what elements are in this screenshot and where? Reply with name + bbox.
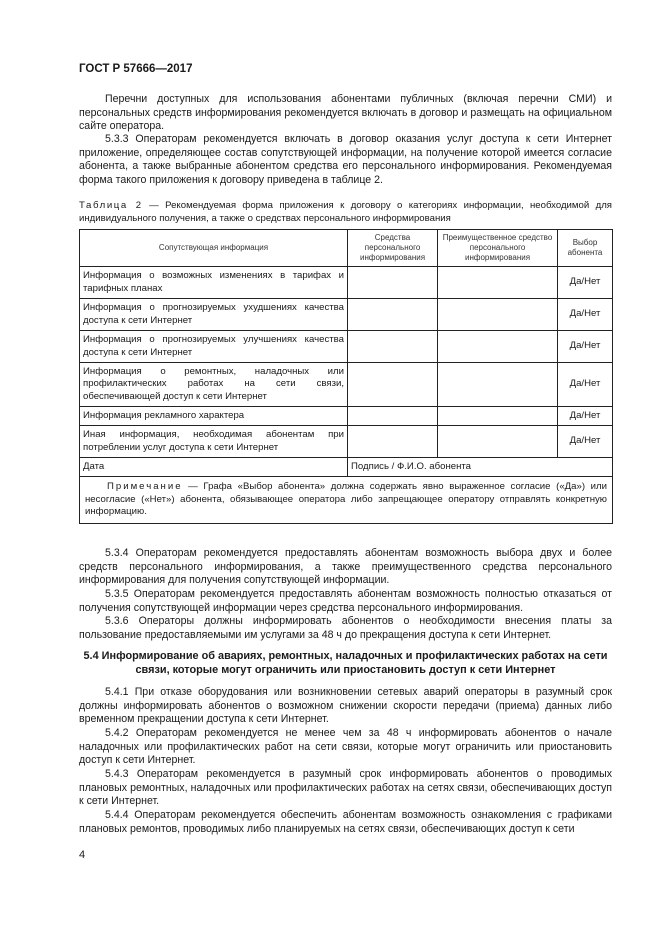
signature-row bbox=[80, 458, 613, 477]
preferred-cell[interactable] bbox=[438, 363, 558, 407]
info-cell: Информация о ремонтных, наладочных или профилактических работах на сети связи, обеспечивающей доступ к сети Интернет bbox=[80, 363, 348, 407]
consent-form-table bbox=[79, 229, 613, 524]
paragraph-5-4-4: 5.4.4 Операторам рекомендуется обеспечить абонентам возможность ознакомления с графиками плановых ремонтов, проводимых либо планируемых на сетях связи, обеспечивающих доступ к сети bbox=[79, 809, 612, 835]
choice-cell[interactable]: Да/Нет bbox=[558, 363, 613, 407]
paragraph-5-4-1: 5.4.1 При отказе оборудования или возникновении сетевых аварий операторы в разумный срок должны информировать абонентов о возможном снижении скорости передачи (приема) данных либо временном прекращении доступа к сети Интернет. bbox=[79, 686, 612, 726]
paragraph-5-4-2: 5.4.2 Операторам рекомендуется не менее чем за 48 ч информировать абонентов о начале наладочных или профилактических работ на сети связи, которые могут ограничить или приостановить доступ к сети Интернет. bbox=[79, 727, 612, 767]
info-cell: Информация о прогнозируемых ухудшениях качества доступа к сети Интернет bbox=[80, 299, 348, 331]
preferred-cell[interactable] bbox=[438, 331, 558, 363]
paragraph-5-3-4: 5.3.4 Операторам рекомендуется предоставлять абонентам возможность выбора двух и более средств персонального информирования, а также преимущественного средства персонального информирования для получения сопутствующей информации. bbox=[79, 547, 612, 587]
choice-cell[interactable]: Да/Нет bbox=[558, 331, 613, 363]
table-caption-text: — Рекомендуемая форма приложения к договору о категориях информации, необходимой для индивидуального получения, а также о средствах персонального информирования bbox=[79, 200, 612, 224]
table-header-row bbox=[80, 230, 613, 267]
header-accompanying-info: Сопутствующая информация bbox=[80, 230, 348, 267]
table-caption-label: Таблица 2 bbox=[79, 200, 143, 211]
paragraph-5-4-3: 5.4.3 Операторам рекомендуется в разумный срок информировать абонентов о проводимых плановых ремонтных, наладочных или профилактических работах на сетях связи, обеспечивающих доступ к сети Интернет. bbox=[79, 768, 612, 808]
table-row bbox=[80, 363, 613, 407]
choice-cell[interactable]: Да/Нет bbox=[558, 407, 613, 426]
table-row bbox=[80, 299, 613, 331]
date-cell[interactable]: Дата bbox=[80, 458, 348, 477]
note-row bbox=[80, 477, 613, 524]
table-caption bbox=[79, 200, 612, 225]
means-cell[interactable] bbox=[348, 267, 438, 299]
means-cell[interactable] bbox=[348, 299, 438, 331]
paragraph-5-3-5: 5.3.5 Операторам рекомендуется предоставлять абонентам возможность полностью отказаться от получения сопутствующей информации через средства персонального информирования. bbox=[79, 588, 612, 614]
info-cell: Иная информация, необходимая абонентам при потреблении услуг доступа к сети Интернет bbox=[80, 426, 348, 458]
header-preferred-means: Преимущественное средство персонального информирования bbox=[438, 230, 558, 267]
paragraph-lists-of-means: Перечни доступных для использования абонентами публичных (включая перечни СМИ) и персональных средств информирования рекомендуется включать в договор и размещать на официальном сайте оператора. bbox=[79, 93, 612, 133]
header-personal-means: Средства персонального информирования bbox=[348, 230, 438, 267]
table-row bbox=[80, 267, 613, 299]
header-subscriber-choice: Выбор абонента bbox=[558, 230, 613, 267]
choice-cell[interactable]: Да/Нет bbox=[558, 267, 613, 299]
means-cell[interactable] bbox=[348, 426, 438, 458]
paragraph-5-3-6: 5.3.6 Операторы должны информировать абонентов о необходимости внесения платы за пользование предоставляемыми им услугами за 48 ч до прекращения доступа к сети Интернет. bbox=[79, 615, 612, 641]
means-cell[interactable] bbox=[348, 407, 438, 426]
note-cell bbox=[80, 477, 613, 524]
info-cell: Информация о прогнозируемых улучшениях качества доступа к сети Интернет bbox=[80, 331, 348, 363]
page-number: 4 bbox=[79, 849, 86, 861]
table-row bbox=[80, 331, 613, 363]
choice-cell[interactable]: Да/Нет bbox=[558, 299, 613, 331]
note-label: Примечание bbox=[107, 481, 183, 492]
signature-cell[interactable]: Подпись / Ф.И.О. абонента bbox=[348, 458, 613, 477]
means-cell[interactable] bbox=[348, 363, 438, 407]
note-text: — Графа «Выбор абонента» должна содержать явно выраженное согласие («Да») или несогласие («Нет») абонента, обязывающее оператора либо запрещающее оператору отправлять конкретную информацию. bbox=[85, 481, 607, 517]
paragraph-5-3-3: 5.3.3 Операторам рекомендуется включать в договор оказания услуг доступа к сети Интернет приложение, определяющее состав сопутствующей информации, на получение которой имеется согласие абонента, а также выбранные абонентом средства его персонального информирования. Рекомендуемая форма такого приложения к договору приведена в таблице 2. bbox=[79, 133, 612, 186]
info-cell: Информация о возможных изменениях в тарифах и тарифных планах bbox=[80, 267, 348, 299]
preferred-cell[interactable] bbox=[438, 267, 558, 299]
section-heading-5-4: 5.4 Информирование об авариях, ремонтных, наладочных и профилактических работах на сети связи, которые могут ограничить или приостановить доступ к сети Интернет bbox=[83, 650, 608, 676]
preferred-cell[interactable] bbox=[438, 299, 558, 331]
means-cell[interactable] bbox=[348, 331, 438, 363]
preferred-cell[interactable] bbox=[438, 426, 558, 458]
preferred-cell[interactable] bbox=[438, 407, 558, 426]
choice-cell[interactable]: Да/Нет bbox=[558, 426, 613, 458]
table-row bbox=[80, 407, 613, 426]
info-cell: Информация рекламного характера bbox=[80, 407, 348, 426]
table-row bbox=[80, 426, 613, 458]
document-header: ГОСТ Р 57666—2017 bbox=[79, 63, 193, 75]
